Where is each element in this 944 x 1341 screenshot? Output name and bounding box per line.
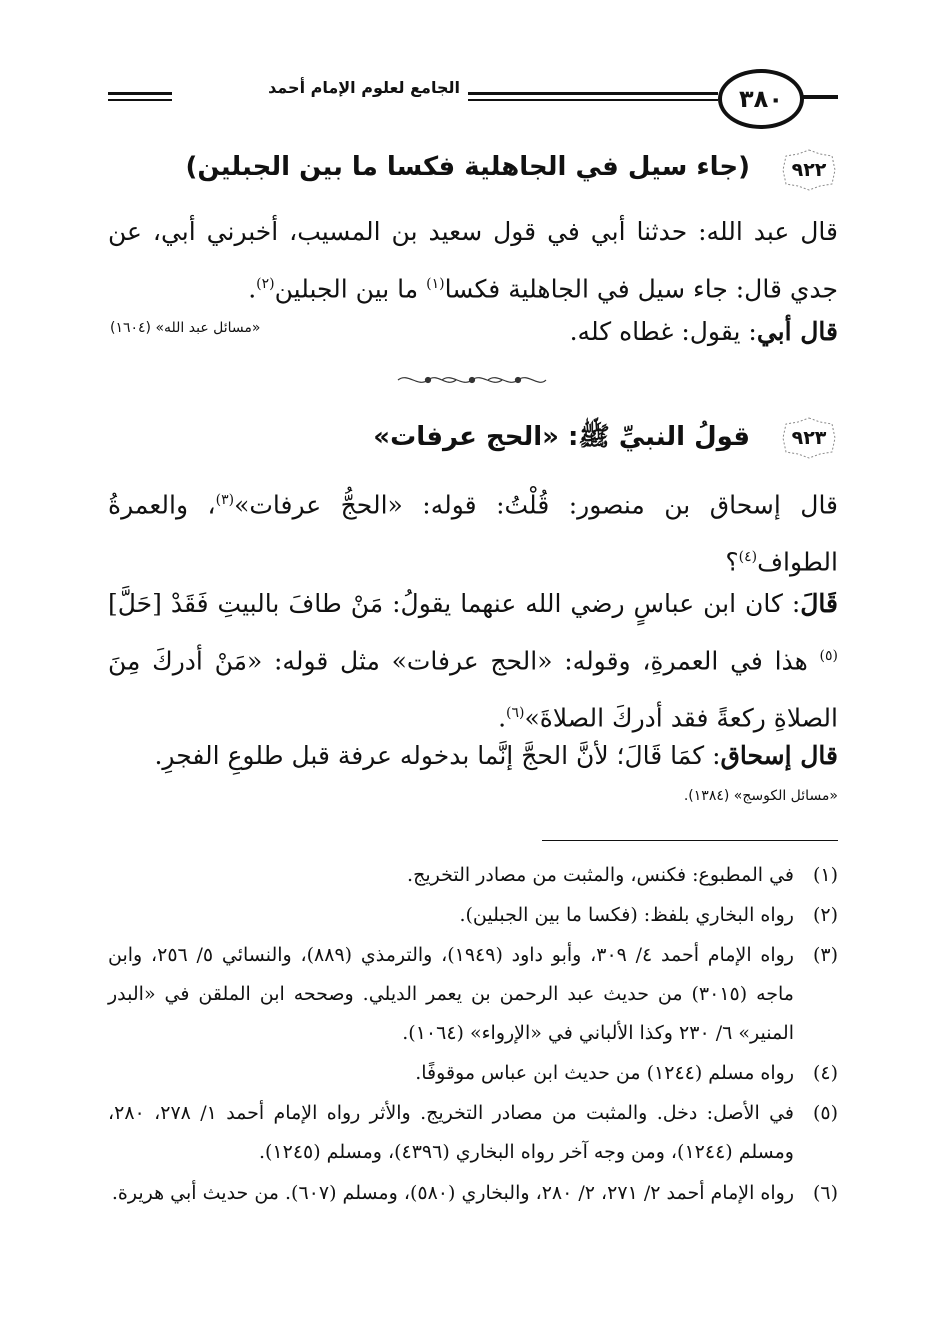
- section-number: ٩٢٣: [791, 427, 827, 449]
- divider-ornament-icon: [396, 372, 548, 388]
- footnote-number: (٥): [812, 1102, 838, 1124]
- paragraph-text: .: [498, 703, 507, 733]
- footnote-number: (٢): [812, 904, 838, 926]
- source-reference: «مسائل الكوسج» (١٣٨٤).: [683, 788, 838, 804]
- header-rule-middle: [468, 92, 718, 101]
- footnote-5: [108, 1094, 838, 1172]
- section-heading-922: [108, 148, 838, 194]
- section-number: ٩٢٢: [791, 159, 827, 181]
- footnote-text: في المطبوع: فكنس، والمثبت من مصادر التخريج.: [407, 864, 794, 886]
- page-header: [108, 64, 838, 134]
- paragraph-text: : يقول: غطاه كله.: [569, 317, 757, 346]
- footnote-number: (٦): [812, 1182, 838, 1204]
- paragraph-text: : كان ابن عباسٍ رضي الله عنهما يقولُ: مَنْ طافَ بالبيتِ فَقَدْ [حَلَّ]: [108, 589, 801, 618]
- footnote-number: (٤): [812, 1062, 838, 1084]
- footnote-marker[interactable]: (٥): [819, 648, 838, 664]
- paragraph-text: قال عبد الله: حدثنا أبي في قول سعيد بن المسيب، أخبرني أبي، عن جدي قال: جاء سيل في الجاهلية فكسا: [108, 217, 838, 304]
- paragraph-text: ؟: [725, 547, 739, 577]
- footnote-text: رواه الإمام أحمد ٢/ ٢٧١، ٢/ ٢٨٠، والبخاري (٥٨٠)، ومسلم (٦٠٧). من حديث أبي هريرة.: [111, 1182, 794, 1204]
- running-title: الجامع لعلوم الإمام أحمد: [268, 78, 460, 97]
- footnote-marker[interactable]: (٣): [215, 492, 235, 508]
- section-number-badge: [780, 416, 838, 460]
- section-title: (جاء سيل في الجاهلية فكسا ما بين الجبلين): [185, 152, 750, 182]
- paragraph-text: ، والعمرةُ الطواف: [108, 490, 838, 577]
- footnote-2: [108, 896, 838, 935]
- footnote-marker[interactable]: (٤): [738, 549, 758, 566]
- section-heading-923: [108, 416, 838, 462]
- footnote-marker[interactable]: (١): [426, 276, 445, 292]
- speaker-label: قال إسحاق: [720, 741, 838, 770]
- header-rule-left: [108, 92, 172, 101]
- footnote-number: (١): [812, 864, 838, 886]
- section-922-paragraph-1: [108, 206, 838, 315]
- footnote-separator: [542, 840, 838, 841]
- footnote-text: رواه مسلم (١٢٤٤) من حديث ابن عباس موقوفًا.: [415, 1062, 794, 1084]
- footnote-6: [108, 1174, 838, 1213]
- header-rule-right: [798, 95, 838, 99]
- section-923-paragraph-1: [108, 474, 838, 589]
- footnote-3: [108, 936, 838, 1053]
- paragraph-text: .: [248, 274, 257, 304]
- paragraph-text: قال إسحاق بن منصور: قُلْتُ: قوله: «الحجُّ عرفات»: [234, 490, 839, 520]
- paragraph-text: : كمَا قَالَ؛ لأنَّ الحجَّ إنَّما بدخوله عرفة قبل طلوعِ الفجرِ.: [154, 741, 721, 770]
- source-reference: «مسائل عبد الله» (١٦٠٤): [110, 320, 261, 336]
- footnote-1: [108, 856, 838, 895]
- footnote-text: رواه الإمام أحمد ٤/ ٣٠٩، وأبو داود (١٩٤٩)، والترمذي (٨٨٩)، والنسائي ٥/ ٢٥٦، وابن ماجه (٣٠١٥) من حديث عبد الرحمن بن يعمر الديلي. وصححه ابن الملقن في «البدر المنير» ٦/ ٢٣٠ وكذا الألباني في «الإرواء» (١٠٦٤).: [108, 944, 794, 1044]
- footnote-marker[interactable]: (٦): [506, 705, 525, 722]
- section-title: قولُ النبيِّ ﷺ: «الحج عرفات»: [373, 422, 750, 452]
- page-number: ٣٨٠: [718, 69, 804, 129]
- speaker-label: قال أبي: [756, 317, 838, 346]
- footnote-text: رواه البخاري بلفظ: (فكسا ما بين الجبلين).: [459, 904, 794, 926]
- footnote-text: في الأصل: دخل. والمثبت من مصادر التخريج. والأثر رواه الإمام أحمد ١/ ٢٧٨، ٢٨٠، ومسلم (١٢٤٤)، ومن وجه آخر رواه البخاري (٤٣٩٦)، ومسلم (١٢٤٥).: [108, 1102, 794, 1163]
- paragraph-text: ما بين الجبلين: [274, 274, 427, 304]
- footnote-marker[interactable]: (٢): [256, 276, 275, 292]
- section-923-paragraph-3: [108, 730, 838, 782]
- speaker-label: قَالَ: [800, 589, 838, 618]
- footnote-number: (٣): [812, 944, 838, 966]
- paragraph-text: هذا في العمرةِ، وقوله: «الحج عرفات» مثل قوله: «مَنْ أدركَ مِنَ الصلاةِ ركعةً فقد أدركَ الصلاةَ»: [108, 646, 838, 733]
- section-923-paragraph-2: [108, 578, 838, 745]
- section-number-badge: [780, 148, 838, 192]
- footnote-4: [108, 1054, 838, 1093]
